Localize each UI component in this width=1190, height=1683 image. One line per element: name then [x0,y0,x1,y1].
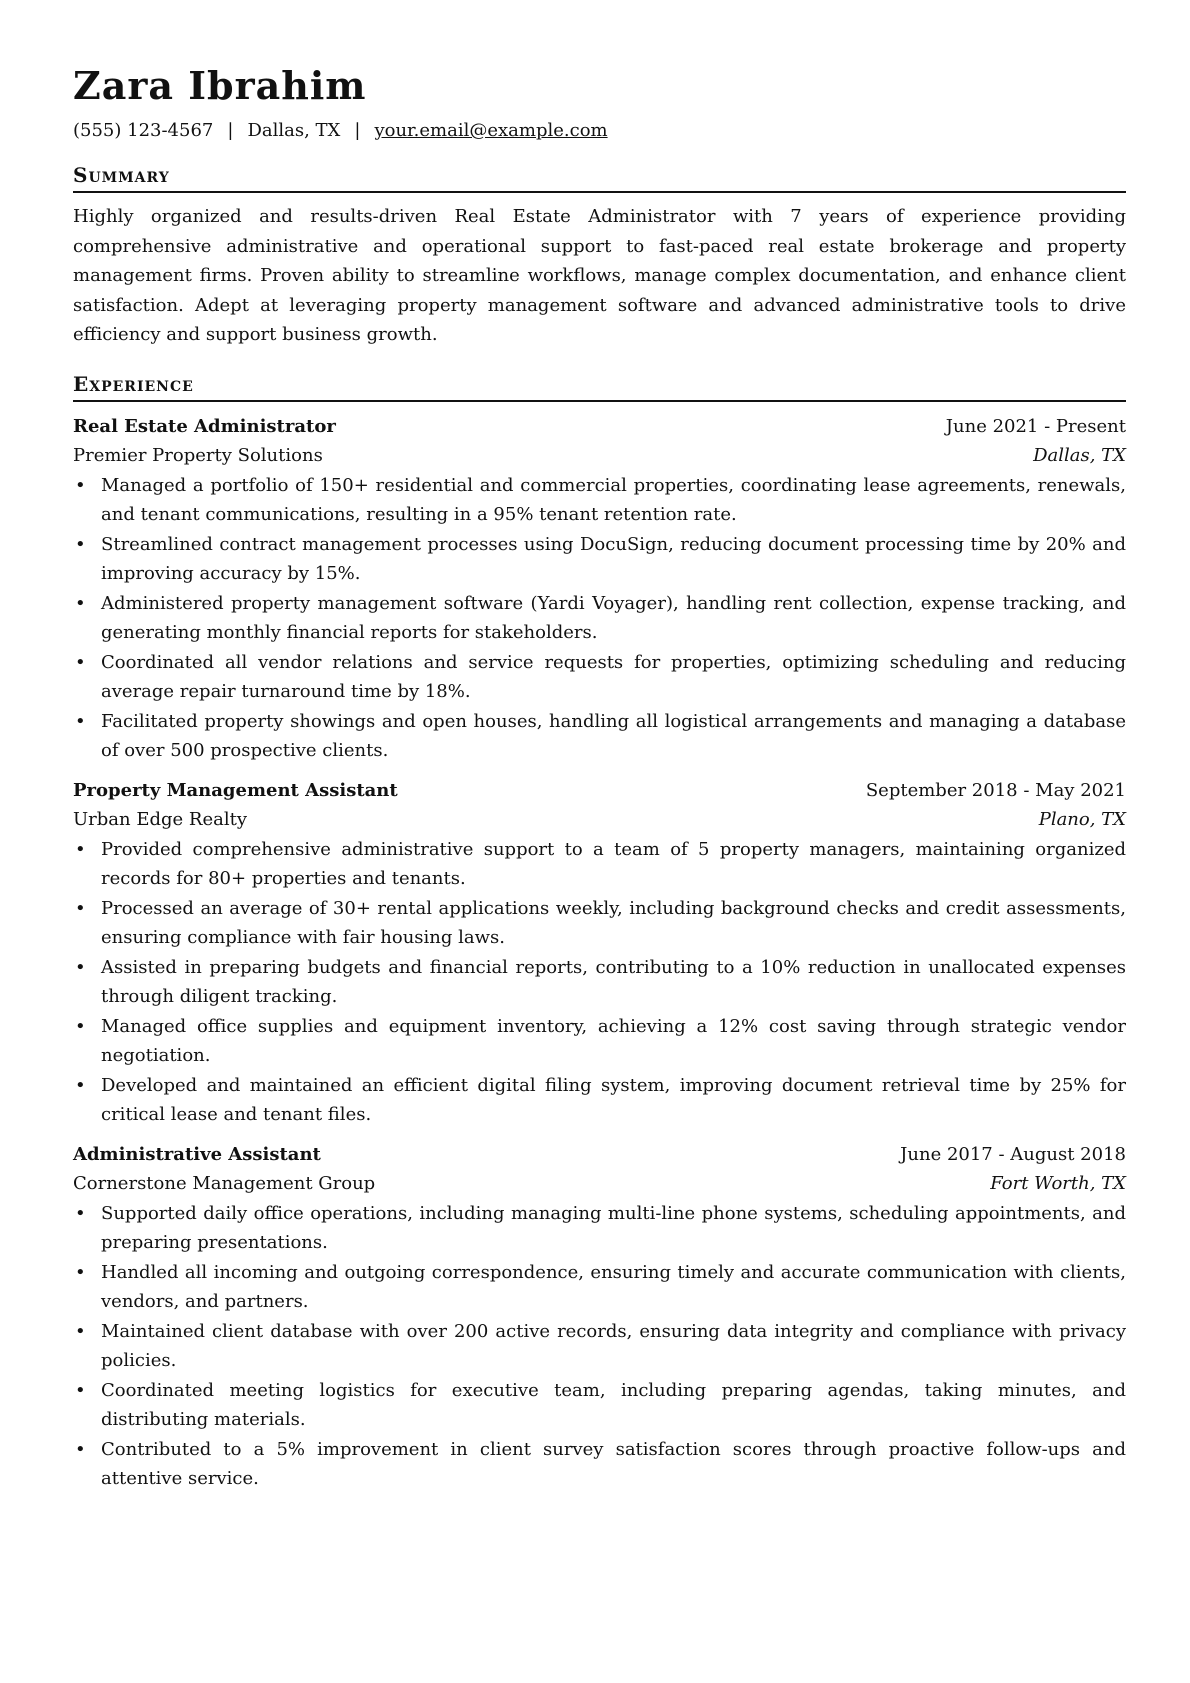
job-bullet [75,589,1126,648]
job-entry [73,412,1126,766]
job-bullet [75,707,1126,766]
bullet-icon: • [75,651,86,673]
bullet-icon: • [75,1438,86,1460]
bullet-text: Assisted in preparing budgets and financial reports, contributing to a 10% reduction in unallocated expenses through diligent tracking. [101,956,1126,1007]
contact-separator: | [227,120,234,141]
bullet-text: Supported daily office operations, including managing multi-line phone systems, scheduling appointments, and preparing presentations. [101,1202,1126,1253]
bullet-text: Maintained client database with over 200 active records, ensuring data integrity and compliance with privacy policies. [101,1320,1126,1371]
bullet-text: Processed an average of 30+ rental applications weekly, including background checks and credit assessments, ensuring compliance with fair housing laws. [101,897,1126,948]
bullet-icon: • [75,897,86,919]
bullet-icon: • [75,1015,86,1037]
job-title: Administrative Assistant [73,1143,321,1165]
bullet-icon: • [75,533,86,555]
contact-separator: | [354,120,361,141]
job-bullet-list [73,835,1126,1130]
job-company-row [73,1169,1126,1199]
company-name: Premier Property Solutions [73,445,323,466]
bullet-text: Handled all incoming and outgoing correspondence, ensuring timely and accurate communication with clients, vendors, and partners. [101,1261,1126,1312]
section-title-experience: Experience [73,370,1126,402]
bullet-icon: • [75,956,86,978]
bullet-icon: • [75,1202,86,1224]
bullet-icon: • [75,838,86,860]
email-link[interactable]: your.email@example.com [374,120,608,141]
job-bullet [75,1435,1126,1494]
resume-page [73,60,1126,1494]
job-title: Real Estate Administrator [73,415,336,437]
candidate-name: Zara Ibrahim [73,63,367,108]
bullet-text: Coordinated meeting logistics for executive team, including preparing agendas, taking minutes, and distributing materials. [101,1379,1126,1430]
job-bullet [75,530,1126,589]
bullet-icon: • [75,710,86,732]
job-company-row [73,805,1126,835]
company-name: Urban Edge Realty [73,809,247,830]
job-bullet [75,1317,1126,1376]
job-company-row [73,441,1126,471]
job-header-row [73,412,1126,442]
bullet-text: Provided comprehensive administrative support to a team of 5 property managers, maintaining organized records for 80+ properties and tenants. [101,838,1126,889]
job-bullet-list [73,471,1126,766]
experience-section [73,370,1126,1494]
job-title: Property Management Assistant [73,779,398,801]
location: Dallas, TX [247,120,341,141]
bullet-text: Administered property management software (Yardi Voyager), handling rent collection, expense tracking, and generating monthly financial reports for stakeholders. [101,592,1126,643]
job-location: Plano, TX [1038,809,1126,830]
job-bullet [75,1199,1126,1258]
job-bullet [75,835,1126,894]
job-location: Dallas, TX [1033,445,1126,466]
bullet-text: Managed office supplies and equipment inventory, achieving a 12% cost saving through strategic vendor negotiation. [101,1015,1126,1066]
job-bullet [75,953,1126,1012]
job-location: Fort Worth, TX [990,1173,1126,1194]
job-bullet [75,1012,1126,1071]
job-header-row [73,1140,1126,1170]
bullet-icon: • [75,1320,86,1342]
bullet-text: Developed and maintained an efficient digital filing system, improving document retrieval time by 25% for critical lease and tenant files. [101,1074,1126,1125]
job-bullet [75,648,1126,707]
summary-section [73,161,1126,350]
contact-line [73,118,1126,144]
job-header-row [73,776,1126,806]
summary-text: Highly organized and results-driven Real Estate Administrator with 7 years of experience providing comprehensive administrative and operational support to fast-paced real estate brokerage and property management firms. Proven ability to streamline workflows, manage complex documentation, and enhance client satisfaction. Adept at leveraging property management software and advanced administrative tools to drive efficiency and support business growth. [73,206,1126,345]
job-bullet [75,894,1126,953]
job-dates: June 2021 - Present [945,415,1126,437]
bullet-icon: • [75,1074,86,1096]
bullet-text: Contributed to a 5% improvement in client survey satisfaction scores through proactive follow-ups and attentive service. [101,1438,1126,1489]
job-bullet [75,1071,1126,1130]
job-bullet [75,471,1126,530]
job-dates: June 2017 - August 2018 [900,1143,1126,1165]
bullet-icon: • [75,1379,86,1401]
section-title-summary: Summary [73,161,1126,193]
job-bullet-list [73,1199,1126,1494]
job-entry [73,776,1126,1130]
phone-number: (555) 123-4567 [73,120,214,141]
company-name: Cornerstone Management Group [73,1173,376,1194]
bullet-text: Facilitated property showings and open houses, handling all logistical arrangements and managing a database of over 500 prospective clients. [101,710,1126,761]
job-entry [73,1140,1126,1494]
bullet-text: Coordinated all vendor relations and service requests for properties, optimizing scheduling and reducing average repair turnaround time by 18%. [101,651,1126,702]
bullet-text: Managed a portfolio of 150+ residential and commercial properties, coordinating lease agreements, renewals, and tenant communications, resulting in a 95% tenant retention rate. [101,474,1126,525]
bullet-icon: • [75,592,86,614]
bullet-icon: • [75,1261,86,1283]
job-bullet [75,1376,1126,1435]
bullet-text: Streamlined contract management processes using DocuSign, reducing document processing time by 20% and improving accuracy by 15%. [101,533,1126,584]
job-dates: September 2018 - May 2021 [865,779,1126,801]
job-bullet [75,1258,1126,1317]
bullet-icon: • [75,474,86,496]
